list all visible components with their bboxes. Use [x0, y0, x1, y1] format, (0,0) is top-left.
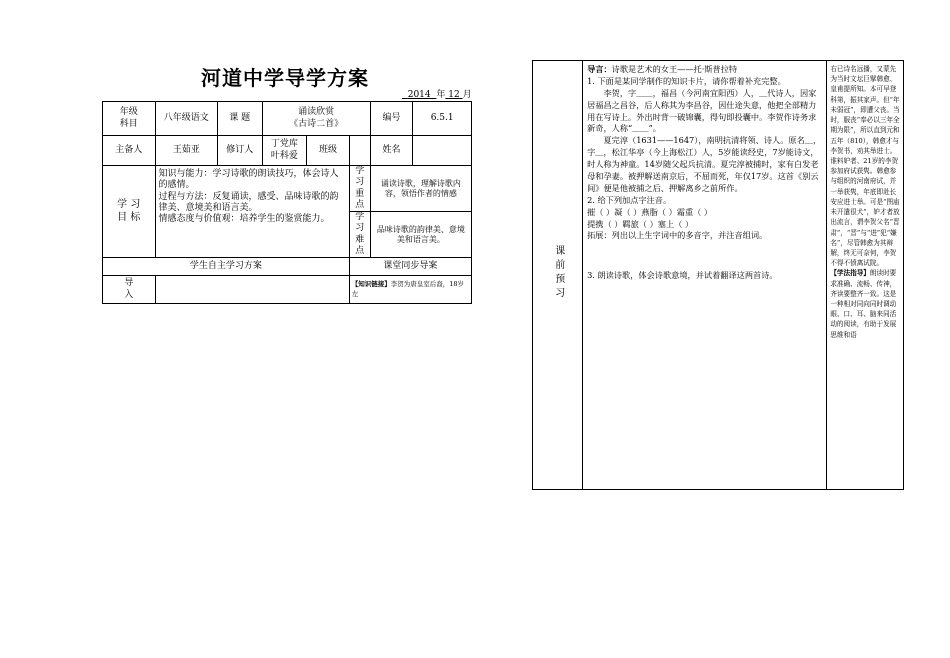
class-value: [349, 136, 370, 166]
date-month: 12: [448, 90, 460, 100]
document-title: 河道中学导学方案: [201, 66, 369, 90]
knowledge-tag: 【知识链接】: [351, 279, 391, 288]
date-line: 2014 年 12 月: [407, 90, 472, 100]
topic-value: 诵读欣赏 《古诗二首》: [262, 102, 370, 136]
preparer-label: 主备人: [103, 136, 156, 166]
preview-label: 课前预习: [552, 244, 564, 301]
difficulty-label: 学习 难点: [349, 212, 370, 258]
self-study-heading: 学生自主学习方案: [103, 258, 350, 276]
name-label: 姓名: [370, 136, 413, 166]
question-1: 1. 下面是某同学制作的知识卡片，请你帮着补充完整。: [587, 75, 786, 86]
question-2: 2. 给下列加点字注音。: [587, 194, 672, 205]
question-3: 3. 朗读诗歌，体会诗歌意境，并试着翻译这两首诗。: [587, 270, 778, 281]
xia-wanchun-card: 夏完淳（1631——1647），南明抗清将领、诗人。原名＿，字＿，松江华亭（今上海松江）人，5岁能读经史，7岁能诗文，时人称为神童。14岁随父起兵抗清。夏完淳被捕时，家有白发老母和孕妻。被押解送南京后，不屈而死，年仅17岁。这首《别云间》便是他被捕之后、押解离乡之前所作。: [587, 135, 822, 193]
intro-label: 导 入: [103, 276, 156, 304]
learning-goals: 知识与能力：学习诗歌的朗读技巧，体会诗人的感情。 过程与方法：反复诵读，感受、品味诗歌的韵律美、意境美和语言美。 情感态度与价值观：培养学生的鉴赏能力。: [155, 166, 349, 258]
preview-content: [583, 61, 827, 490]
li-he-card: 李贺，字＿＿，福昌（今河南宜阳西）人，＿代诗人，因家居福昌之昌谷，后人称其为李昌谷，因仕途失意，他把全部精力用在写诗上。外出时背一破锦囊，得句即投囊中。李贺作诗务求新奇，人称“＿＿”。: [587, 87, 817, 134]
grade-label: 年级 科目: [103, 102, 156, 136]
goals-label: 学 习 目 标: [103, 166, 156, 258]
method-guide: 【学法指导】朗读时要求准确、流畅、传神，齐读要整齐一致。这是一种相对同向同时调动眼、口、耳、脑来同活动的阅读，有助于发展思维和语: [830, 269, 897, 339]
sync-plan-heading: 课堂同步导案: [349, 258, 471, 276]
preparer-value: 王茹亚: [155, 136, 217, 166]
code-label: 编号: [370, 102, 413, 136]
reviser-label: 修订人: [217, 136, 262, 166]
grade-value: 八年级语文: [155, 102, 217, 136]
extension-task: 拓展：列出以上生字词中的多音字，并注音组词。: [587, 230, 768, 241]
difficulty-value: 品味诗歌的韵律美、意境美和语言美。: [370, 212, 471, 258]
preview-table: [532, 60, 904, 490]
date-year: 2014: [407, 90, 431, 100]
reviser-value: 丁党库 叶科爱: [262, 136, 307, 166]
intro-content: [155, 276, 349, 304]
side-text: 右已诗名远播，又蒙先为当时文坛巨擘韩愈、皇甫提所知。本可早登科第，振其家声。但“年未弱冠”，即遭父丧。当时，服丧“奉必以三年全期为限”，所以直到元和五年（810），韩愈才与李贺书，劝其举进士。谁料妒者、21岁的李贺参加府试获隽。韩愈参与组织的河南府试，并一举获隽，年底即赴长安应进士举。可是“图庙未开遣很犬”，妒才者放出流言，谓李贺父名“晋肃”，“晋”与“进”犯“嫌名”，尽管韩愈为其辩解，终无可奈何，李贺不得不愤离试院。: [830, 65, 900, 268]
phonetic-row-2: 提携（ ）羁旅（ ）塞上（ ）: [587, 218, 694, 229]
preview-label-cell: [533, 61, 583, 490]
side-notes: [827, 61, 904, 490]
key-point-label: 学习 重点: [349, 166, 370, 212]
code-value: 6.5.1: [413, 102, 472, 136]
phonetic-row-1: 摧（ ）凝（ ）燕脂（ ）霜重（ ）: [587, 206, 713, 217]
topic-label: 课 题: [217, 102, 262, 136]
knowledge-text: 李贺为唐皇室后裔，18岁左: [351, 279, 465, 298]
key-point-value: 诵读诗歌，理解诗歌内容，领悟作者的情感: [370, 166, 471, 212]
lesson-info-table: [102, 101, 472, 304]
class-label: 班级: [307, 136, 350, 166]
knowledge-link: [349, 276, 471, 304]
intro-quote: 导言：诗歌是艺术的女王——托·斯普拉特: [587, 64, 738, 74]
name-value: [413, 136, 472, 166]
